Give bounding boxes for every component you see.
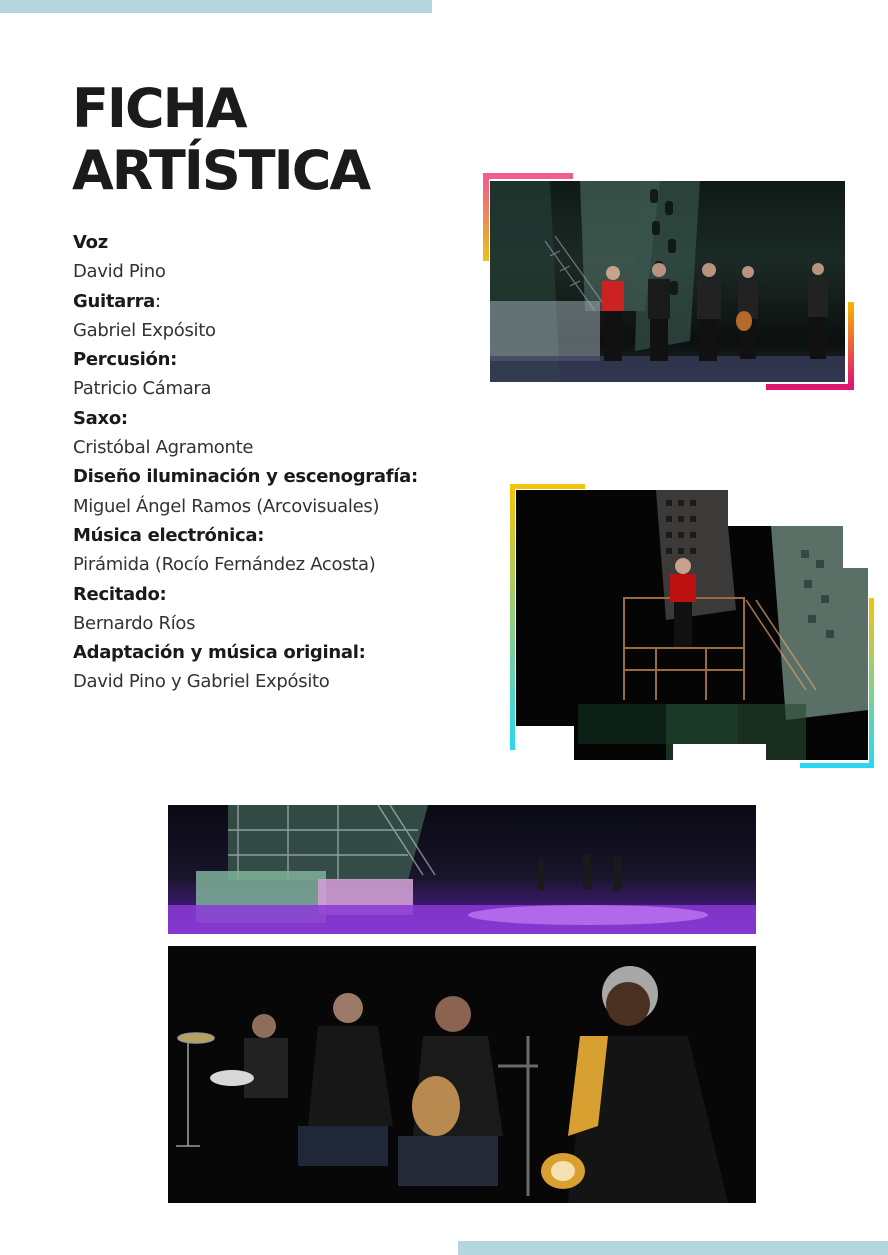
bottom-accent-bar — [458, 1241, 888, 1255]
credit-name: Bernardo Ríos — [73, 612, 196, 634]
credit-role: Percusión: — [73, 349, 178, 371]
credit-name: Gabriel Expósito — [73, 319, 216, 341]
credit-role: Saxo: — [73, 407, 128, 429]
credit-name: David Pino y Gabriel Expósito — [73, 671, 330, 693]
credit-role: Música electrónica: — [73, 524, 265, 546]
singer-scaffold-illustration — [516, 490, 868, 760]
credit-role: Recitado: — [73, 583, 167, 605]
stage-performers-photo — [490, 181, 845, 382]
credit-musica-electronica — [73, 521, 473, 580]
credit-role — [73, 287, 473, 316]
stage-performers-illustration — [490, 181, 845, 382]
credit-voz — [73, 228, 473, 287]
top-accent-bar — [0, 0, 432, 13]
credit-role-text: Guitarra — [73, 290, 156, 312]
band-performing-illustration — [168, 946, 756, 1203]
page-title-line-1: FICHA — [72, 77, 246, 140]
credit-adaptacion — [73, 638, 473, 697]
band-performing-photo — [168, 946, 756, 1203]
singer-scaffold-photo — [516, 490, 868, 760]
credit-diseno-iluminacion — [73, 462, 473, 521]
credit-role: Adaptación y música original: — [73, 642, 366, 664]
credit-name: David Pino — [73, 261, 166, 283]
credit-name: Miguel Ángel Ramos (Arcovisuales) — [73, 495, 380, 517]
credit-saxo — [73, 404, 473, 463]
empty-stage-illustration — [168, 805, 756, 934]
credit-role-suffix: : — [155, 290, 161, 312]
credit-role: Voz — [73, 232, 108, 253]
page-title — [72, 78, 452, 202]
credits-list — [73, 228, 473, 697]
credit-name: Cristóbal Agramonte — [73, 437, 254, 459]
page-title-line-2: ARTÍSTICA — [72, 139, 370, 202]
credit-percusion — [73, 345, 473, 404]
credit-guitarra — [73, 287, 473, 346]
credit-recitado — [73, 580, 473, 639]
credit-name: Pirámida (Rocío Fernández Acosta) — [73, 554, 376, 576]
credit-role: Diseño iluminación y escenografía: — [73, 466, 418, 488]
credit-name: Patricio Cámara — [73, 378, 212, 400]
empty-stage-photo — [168, 805, 756, 934]
